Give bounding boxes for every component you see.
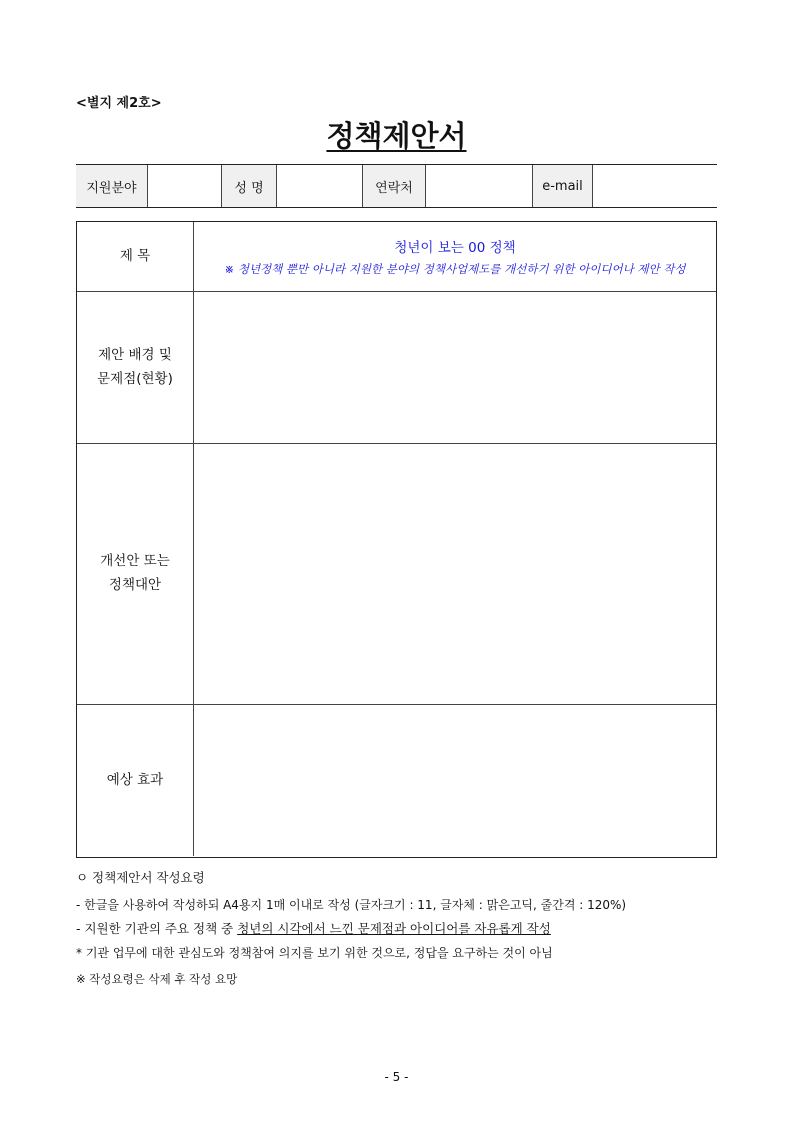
improvement-row (77, 443, 716, 704)
guide-line-2-prefix: - 지원한 기관의 주요 정책 중 (76, 921, 238, 936)
subject-hint: ※ 청년정책 뿐만 아니라 지원한 분야의 정책사업제도를 개선하기 위한 아이디어나 제안 작성 (224, 262, 686, 276)
effect-row (77, 704, 716, 856)
effect-label: 예상 효과 (77, 705, 194, 856)
proposal-table (76, 221, 717, 858)
contact-label: 연락처 (363, 165, 426, 207)
improvement-content-cell[interactable] (194, 444, 716, 704)
background-label-line1: 제안 배경 및 (98, 346, 172, 363)
name-label: 성 명 (222, 165, 277, 207)
subject-value: 청년이 보는 00 정책 (394, 240, 516, 256)
guide-line-2-underlined: 청년의 시각에서 느낀 문제점과 아이디어를 자유롭게 작성 (237, 921, 551, 936)
name-value-cell[interactable] (277, 165, 363, 207)
email-value-cell[interactable] (593, 165, 717, 207)
subject-row (77, 222, 716, 291)
field-value-cell[interactable] (148, 165, 222, 207)
guide-line-4: ※ 작성요령은 삭제 후 작성 요망 (76, 972, 238, 986)
contact-value-cell[interactable] (426, 165, 533, 207)
background-label-line2: 문제점(현황) (97, 370, 173, 387)
email-label: e-mail (533, 165, 593, 207)
guide-heading: ㅇ 정책제안서 작성요령 (76, 870, 205, 885)
applicant-info-table (76, 164, 717, 208)
subject-label: 제 목 (77, 222, 194, 291)
background-row (77, 291, 716, 443)
improvement-label (77, 444, 194, 704)
background-label (77, 292, 194, 443)
guide-line-2 (76, 923, 551, 936)
attachment-label: <별지 제2호> (76, 96, 162, 111)
guide-line-3: * 기관 업무에 대한 관심도와 정책참여 의지를 보기 위한 것으로, 정답을 요구하는 것이 아님 (76, 946, 553, 960)
background-content-cell[interactable] (194, 292, 716, 443)
guide-line-1: - 한글을 사용하여 작성하되 A4용지 1매 이내로 작성 (글자크기 : 11, 글자체 : 맑은고딕, 줄간격 : 120%) (76, 898, 627, 912)
subject-cell[interactable] (194, 222, 716, 291)
field-label: 지원분야 (76, 165, 148, 207)
effect-content-cell[interactable] (194, 705, 716, 856)
page-number: - 5 - (384, 1070, 409, 1084)
improvement-label-line1: 개선안 또는 (100, 553, 170, 570)
document-title: 정책제안서 (326, 119, 467, 153)
improvement-label-line2: 정책대안 (108, 577, 162, 593)
